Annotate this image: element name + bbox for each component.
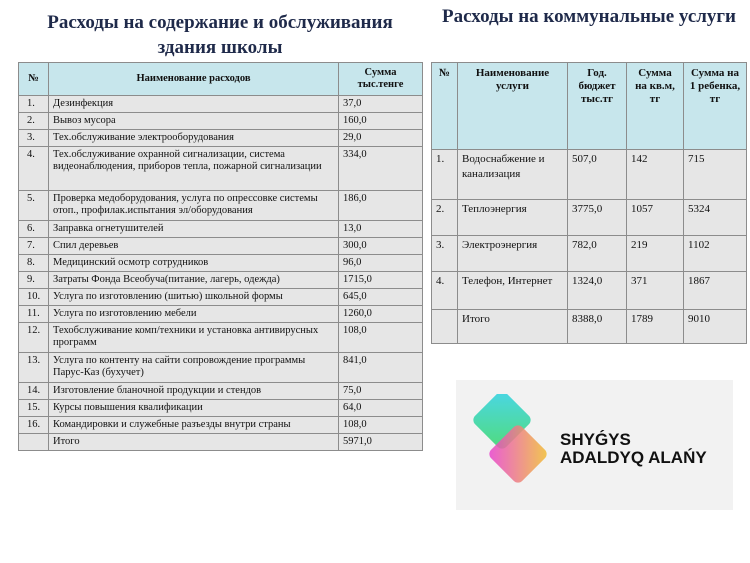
- header-sum: Сумма тыс.тенге: [339, 63, 423, 96]
- row-per-m2: 219: [627, 236, 684, 272]
- row-name: Тех.обслуживание охранной сигнализации, система видеонаблюдения, приборов тепла, пожарной сигнализации: [49, 147, 339, 191]
- row-budget: 8388,0: [568, 310, 627, 344]
- logo-mark-icon: [466, 394, 552, 494]
- table-row: [19, 221, 423, 238]
- table-row: [19, 400, 423, 417]
- row-sum: 37,0: [339, 96, 423, 113]
- table-row: [19, 255, 423, 272]
- utilities-expenses-title: Расходы на коммунальные услуги: [442, 6, 736, 27]
- row-sum: 64,0: [339, 400, 423, 417]
- row-num: 7.: [19, 238, 49, 255]
- row-name: Итого: [458, 310, 568, 344]
- row-sum: 108,0: [339, 323, 423, 353]
- row-sum: 841,0: [339, 353, 423, 383]
- row-name: Медицинский осмотр сотрудников: [49, 255, 339, 272]
- logo-line-2: ADALDYQ ALAŃY: [560, 448, 707, 467]
- table-row: [19, 113, 423, 130]
- table-row: [432, 200, 747, 236]
- row-num: 11.: [19, 306, 49, 323]
- header-per-m2: Сумма на кв.м, тг: [627, 63, 684, 150]
- row-name: Водоснабжение и канализация: [458, 150, 568, 200]
- expenses-maintenance-title: Расходы на содержание и обслуживания здания школы: [47, 12, 393, 58]
- row-name: Услуга по изготовлению (шитью) школьной формы: [49, 289, 339, 306]
- table-row: [19, 353, 423, 383]
- table-row: [19, 383, 423, 400]
- row-sum: 13,0: [339, 221, 423, 238]
- table-row: [19, 238, 423, 255]
- row-num: [432, 310, 458, 344]
- logo-line-1: SHYǴYS: [560, 430, 631, 449]
- row-budget: 3775,0: [568, 200, 627, 236]
- row-num: 1.: [432, 150, 458, 200]
- row-per-child: 1867: [684, 272, 747, 310]
- row-budget: 507,0: [568, 150, 627, 200]
- table-row: [432, 150, 747, 200]
- row-num: 14.: [19, 383, 49, 400]
- row-name: Дезинфекция: [49, 96, 339, 113]
- row-name: Тех.обслуживание электрооборудования: [49, 130, 339, 147]
- row-sum: 300,0: [339, 238, 423, 255]
- table-row: [19, 96, 423, 113]
- row-sum: 160,0: [339, 113, 423, 130]
- row-per-m2: 1789: [627, 310, 684, 344]
- row-num: 3.: [19, 130, 49, 147]
- table-header-row: [19, 63, 423, 96]
- row-name: Техобслуживание комп/техники и установка антивирусных программ: [49, 323, 339, 353]
- row-name: Изготовление бланочной продукции и стендов: [49, 383, 339, 400]
- table-row: [19, 272, 423, 289]
- row-num: [19, 434, 49, 451]
- maintenance-expenses-table: [18, 62, 423, 451]
- table-row: [19, 306, 423, 323]
- table-row: [432, 310, 747, 344]
- utilities-expenses-table: [431, 62, 747, 344]
- row-per-child: 715: [684, 150, 747, 200]
- table-row: [19, 289, 423, 306]
- row-name: Проверка медоборудования, услуга по опрессовке системы отоп., профилак.испытания эл/оборудования: [49, 191, 339, 221]
- row-num: 13.: [19, 353, 49, 383]
- row-num: 1.: [19, 96, 49, 113]
- table-row: [19, 323, 423, 353]
- row-name: Спил деревьев: [49, 238, 339, 255]
- row-name: Затраты Фонда Всеобуча(питание, лагерь, одежда): [49, 272, 339, 289]
- row-name: Заправка огнетушителей: [49, 221, 339, 238]
- row-sum: 186,0: [339, 191, 423, 221]
- table-row: [19, 191, 423, 221]
- row-sum: 75,0: [339, 383, 423, 400]
- logo-text: [560, 431, 707, 467]
- header-per-child: Сумма на 1 ребенка, тг: [684, 63, 747, 150]
- row-name: Теплоэнергия: [458, 200, 568, 236]
- row-num: 6.: [19, 221, 49, 238]
- row-num: 8.: [19, 255, 49, 272]
- row-sum: 1260,0: [339, 306, 423, 323]
- row-num: 9.: [19, 272, 49, 289]
- row-sum: 108,0: [339, 417, 423, 434]
- row-sum: 29,0: [339, 130, 423, 147]
- table-row: [19, 417, 423, 434]
- row-num: 2.: [432, 200, 458, 236]
- row-num: 16.: [19, 417, 49, 434]
- table-row: [19, 130, 423, 147]
- row-per-child: 1102: [684, 236, 747, 272]
- table-row: [19, 147, 423, 191]
- row-num: 2.: [19, 113, 49, 130]
- row-name: Телефон, Интернет: [458, 272, 568, 310]
- row-sum: 96,0: [339, 255, 423, 272]
- header-name: Наименование расходов: [49, 63, 339, 96]
- table-header-row: [432, 63, 747, 150]
- row-sum: 645,0: [339, 289, 423, 306]
- row-per-child: 9010: [684, 310, 747, 344]
- row-name: Командировки и служебные разъезды внутри страны: [49, 417, 339, 434]
- row-per-child: 5324: [684, 200, 747, 236]
- header-budget: Год. бюджет тыс.тг: [568, 63, 627, 150]
- row-num: 3.: [432, 236, 458, 272]
- row-sum: 334,0: [339, 147, 423, 191]
- row-name: Курсы повышения квалификации: [49, 400, 339, 417]
- row-name: Электроэнергия: [458, 236, 568, 272]
- table-row: [432, 236, 747, 272]
- row-sum: 5971,0: [339, 434, 423, 451]
- row-name: Вывоз мусора: [49, 113, 339, 130]
- row-name: Услуга по контенту на сайти сопровождение программы Парус-Каз (бухучет): [49, 353, 339, 383]
- header-num: №: [19, 63, 49, 96]
- row-per-m2: 1057: [627, 200, 684, 236]
- row-num: 4.: [432, 272, 458, 310]
- row-num: 4.: [19, 147, 49, 191]
- logo-panel: [456, 380, 733, 510]
- row-per-m2: 142: [627, 150, 684, 200]
- row-budget: 782,0: [568, 236, 627, 272]
- table-row: [19, 434, 423, 451]
- row-num: 12.: [19, 323, 49, 353]
- header-num: №: [432, 63, 458, 150]
- header-name: Наименование услуги: [458, 63, 568, 150]
- row-sum: 1715,0: [339, 272, 423, 289]
- row-name: Итого: [49, 434, 339, 451]
- row-per-m2: 371: [627, 272, 684, 310]
- row-name: Услуга по изготовлению мебели: [49, 306, 339, 323]
- row-num: 10.: [19, 289, 49, 306]
- row-budget: 1324,0: [568, 272, 627, 310]
- row-num: 15.: [19, 400, 49, 417]
- row-num: 5.: [19, 191, 49, 221]
- table-row: [432, 272, 747, 310]
